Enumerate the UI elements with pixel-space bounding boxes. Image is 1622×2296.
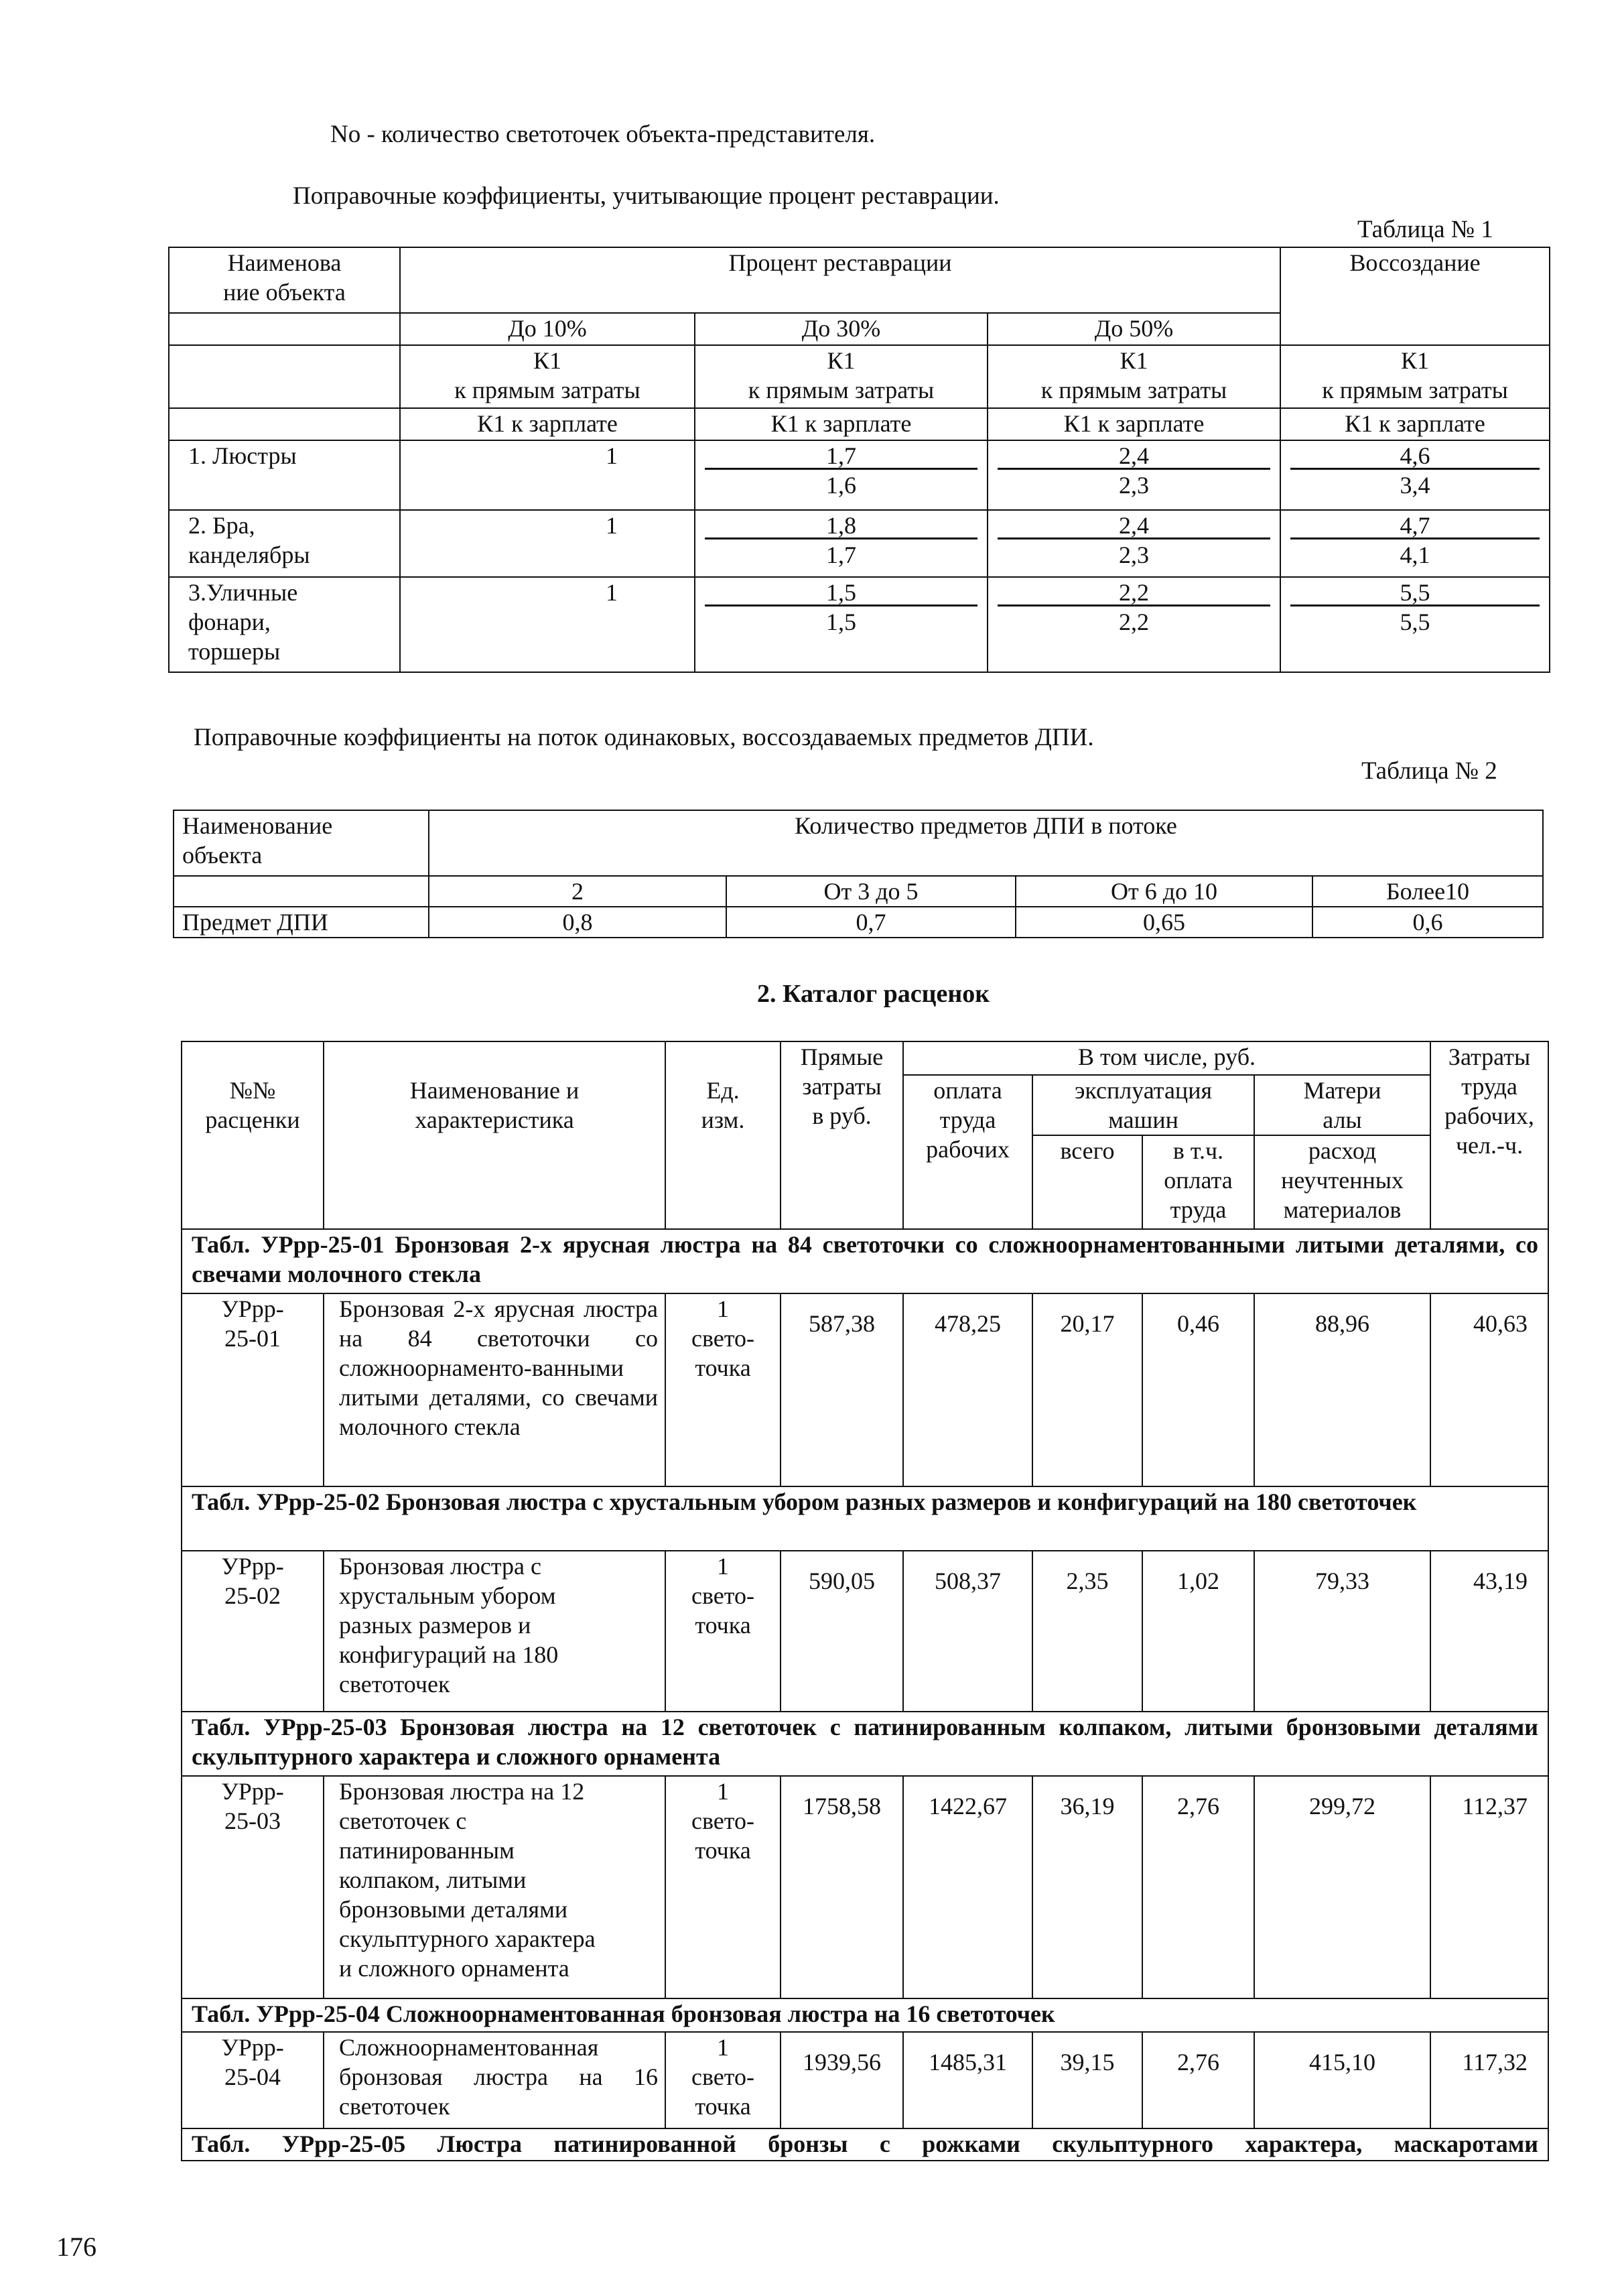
cat-mat: 88,96 (1254, 1293, 1430, 1486)
cat-pay: 1422,67 (903, 1776, 1032, 1998)
cat-header-incl: В том числе, руб. (903, 1041, 1430, 1075)
cat-labor: 112,37 (1430, 1776, 1548, 1998)
section-title: Табл. УРрр-25-05 Люстра патинированной бронзы с рожками скульптурного характера, маскаротами (182, 2128, 1548, 2161)
table2-caption: Поправочные коэффициенты на поток одинаковых, воссоздаваемых предметов ДПИ. (194, 724, 1094, 751)
t1-k1-50: К1 к прямым затраты (988, 345, 1280, 408)
t1-k1-recreate: К1 к прямым затраты (1280, 345, 1550, 408)
table-row (169, 510, 1550, 577)
section-title: Табл. УРрр-25-02 Бронзовая люстра с хрустальным убором разных размеров и конфигураций на 180 светоточек (182, 1486, 1548, 1551)
cat-code: УРрр- 25-01 (182, 1293, 324, 1486)
cat-code: УРрр- 25-04 (182, 2032, 324, 2128)
t1-value: 4,6 (1281, 441, 1549, 470)
cat-direct: 1758,58 (781, 1776, 903, 1998)
cat-unit: 1 свето- точка (665, 1293, 781, 1486)
table1-caption: Поправочные коэффициенты, учитывающие процент реставрации. (293, 182, 1000, 210)
cat-mach-pay: 2,76 (1142, 1776, 1254, 1998)
t1-value: 2,3 (1119, 472, 1150, 499)
cat-mach-pay: 1,02 (1142, 1551, 1254, 1712)
t1-blank (169, 313, 400, 345)
cat-name: Бронзовая люстра с хрустальным убором разных размеров и конфигураций на 180 светоточек (324, 1551, 665, 1712)
t1-value: 1,6 (826, 472, 856, 499)
t2-value: 0,7 (726, 907, 1016, 938)
cat-mach-pay: 2,76 (1142, 2032, 1254, 2128)
cat-labor: 40,63 (1430, 1293, 1548, 1486)
cat-mach: 36,19 (1032, 1776, 1142, 1998)
cat-unit: 1 свето- точка (665, 1551, 781, 1712)
t1-header-name: Наименова ние объекта (169, 247, 400, 313)
t1-col-50: До 50% (988, 313, 1280, 345)
t1-k1-salary-10: К1 к зарплате (400, 408, 695, 440)
catalog-price-table (181, 1041, 1549, 2161)
table-row (169, 577, 1550, 672)
t1-k1-salary-recreate: К1 к зарплате (1280, 408, 1550, 440)
cat-name: Бронзовая 2-х ярусная люстра на 84 светоточки со сложноорнаменто-ванными литыми деталями, со свечами молочного стекла (324, 1293, 665, 1486)
section-title: Табл. УРрр-25-03 Бронзовая люстра на 12 светоточек с патинированным колпаком, литыми бронзовыми деталями скульптурного характера и сложного орнамента (182, 1712, 1548, 1776)
section-title: Табл. УРрр-25-04 Сложноорнаментованная бронзовая люстра на 16 светоточек (182, 1998, 1548, 2032)
cat-header-direct: Прямые затраты в руб. (781, 1041, 903, 1229)
catalog-title: 2. Каталог расценок (757, 980, 990, 1008)
table2-label: Таблица № 2 (1361, 757, 1497, 785)
cat-header-no: №№ расценки (182, 1041, 324, 1229)
t1-value: 3,4 (1400, 472, 1430, 499)
t1-value: 1,5 (826, 609, 856, 635)
t1-value: 1,7 (826, 541, 856, 568)
section-title: Табл. УРрр-25-01 Бронзовая 2-х ярусная люстра на 84 светоточки со сложноорнаментованными литыми деталями, со свечами молочного стекла (182, 1229, 1548, 1293)
table-row (182, 2032, 1548, 2128)
t1-blank (169, 345, 400, 408)
table2-flow-coefficients (173, 810, 1544, 938)
cat-mach: 2,35 (1032, 1551, 1142, 1712)
table-row (182, 1293, 1548, 1486)
cat-header-labor: Затраты труда рабочих, чел.-ч. (1430, 1041, 1548, 1229)
cat-header-machines: эксплуатация машин (1032, 1075, 1254, 1135)
t1-value: 2,2 (988, 578, 1280, 607)
t1-k1-salary-50: К1 к зарплате (988, 408, 1280, 440)
page-number: 176 (56, 2232, 96, 2262)
table-row (182, 1551, 1548, 1712)
cat-pay: 1485,31 (903, 2032, 1032, 2128)
t1-col-30: До 30% (695, 313, 988, 345)
t1-value: 1,5 (695, 578, 987, 607)
t1-value: 4,1 (1400, 541, 1430, 568)
cat-direct: 590,05 (781, 1551, 903, 1712)
cat-header-pay: оплата труда рабочих (903, 1075, 1032, 1229)
table1-restoration-coefficients (168, 247, 1550, 673)
cat-labor: 117,32 (1430, 2032, 1548, 2128)
table-row (174, 907, 1543, 938)
table-row (182, 1776, 1548, 1998)
t2-col: Более10 (1312, 876, 1543, 907)
t1-blank (169, 408, 400, 440)
t2-col: 2 (429, 876, 726, 907)
cat-mat: 79,33 (1254, 1551, 1430, 1712)
cat-header-incl-pay: в т.ч. оплата труда (1142, 1135, 1254, 1229)
t1-header-recreate: Воссоздание (1280, 247, 1550, 345)
cat-unit: 1 свето- точка (665, 2032, 781, 2128)
cat-labor: 43,19 (1430, 1551, 1548, 1712)
t2-value: 0,8 (429, 907, 726, 938)
t2-col: От 6 до 10 (1016, 876, 1312, 907)
t1-value: 4,7 (1281, 511, 1549, 540)
t1-value: 2,4 (988, 511, 1280, 540)
cat-unit: 1 свето- точка (665, 1776, 781, 1998)
t2-value: 0,65 (1016, 907, 1312, 938)
cat-mat: 415,10 (1254, 2032, 1430, 2128)
t1-col-10: До 10% (400, 313, 695, 345)
t1-k1-30: К1 к прямым затраты (695, 345, 988, 408)
cat-header-unit: Ед. изм. (665, 1041, 781, 1229)
table-row (169, 440, 1550, 510)
t1-k1-10: К1 к прямым затраты (400, 345, 695, 408)
cat-header-name: Наименование и характеристика (324, 1041, 665, 1229)
t1-value: 2,3 (1119, 541, 1150, 568)
cat-pay: 478,25 (903, 1293, 1032, 1486)
cat-code: УРрр- 25-02 (182, 1551, 324, 1712)
t1-row-name: 3.Уличные фонари, торшеры (169, 577, 400, 672)
t1-value: 1 (400, 510, 695, 577)
cat-header-materials: Матери алы (1254, 1075, 1430, 1135)
cat-name: Бронзовая люстра на 12 светоточек с патинированным колпаком, литыми бронзовыми деталями скульптурного характера и сложного орнамента (324, 1776, 665, 1998)
cat-mat: 299,72 (1254, 1776, 1430, 1998)
t1-header-percent: Процент реставрации (400, 247, 1280, 313)
cat-name: Сложноорнаментованная бронзовая люстра на 16 светоточек (324, 2032, 665, 2128)
t1-row-name: 1. Люстры (169, 440, 400, 510)
t1-value: 1,8 (695, 511, 987, 540)
t2-col: От 3 до 5 (726, 876, 1016, 907)
cat-direct: 1939,56 (781, 2032, 903, 2128)
t2-value: 0,6 (1312, 907, 1543, 938)
t2-blank (174, 876, 429, 907)
cat-mach-pay: 0,46 (1142, 1293, 1254, 1486)
t1-value: 1 (400, 577, 695, 672)
t1-k1-salary-30: К1 к зарплате (695, 408, 988, 440)
no-definition-line: No - количество светоточек объекта-представителя. (330, 121, 876, 148)
t1-value: 5,5 (1281, 578, 1549, 607)
t1-value: 1 (400, 440, 695, 510)
cat-header-unaccounted: расход неучтенных материалов (1254, 1135, 1430, 1229)
cat-direct: 587,38 (781, 1293, 903, 1486)
t2-row-name: Предмет ДПИ (174, 907, 429, 938)
cat-mach: 20,17 (1032, 1293, 1142, 1486)
t1-value: 2,4 (988, 441, 1280, 470)
table1-label: Таблица № 1 (1357, 216, 1493, 243)
t1-value: 2,2 (1119, 609, 1150, 635)
t1-row-name: 2. Бра, канделябры (169, 510, 400, 577)
t1-value: 1,7 (695, 441, 987, 470)
t2-header-name: Наименование объекта (174, 810, 429, 876)
cat-code: УРрр- 25-03 (182, 1776, 324, 1998)
cat-mach: 39,15 (1032, 2032, 1142, 2128)
t2-header-count: Количество предметов ДПИ в потоке (429, 810, 1543, 876)
cat-header-total: всего (1032, 1135, 1142, 1229)
t1-value: 5,5 (1400, 609, 1430, 635)
cat-pay: 508,37 (903, 1551, 1032, 1712)
